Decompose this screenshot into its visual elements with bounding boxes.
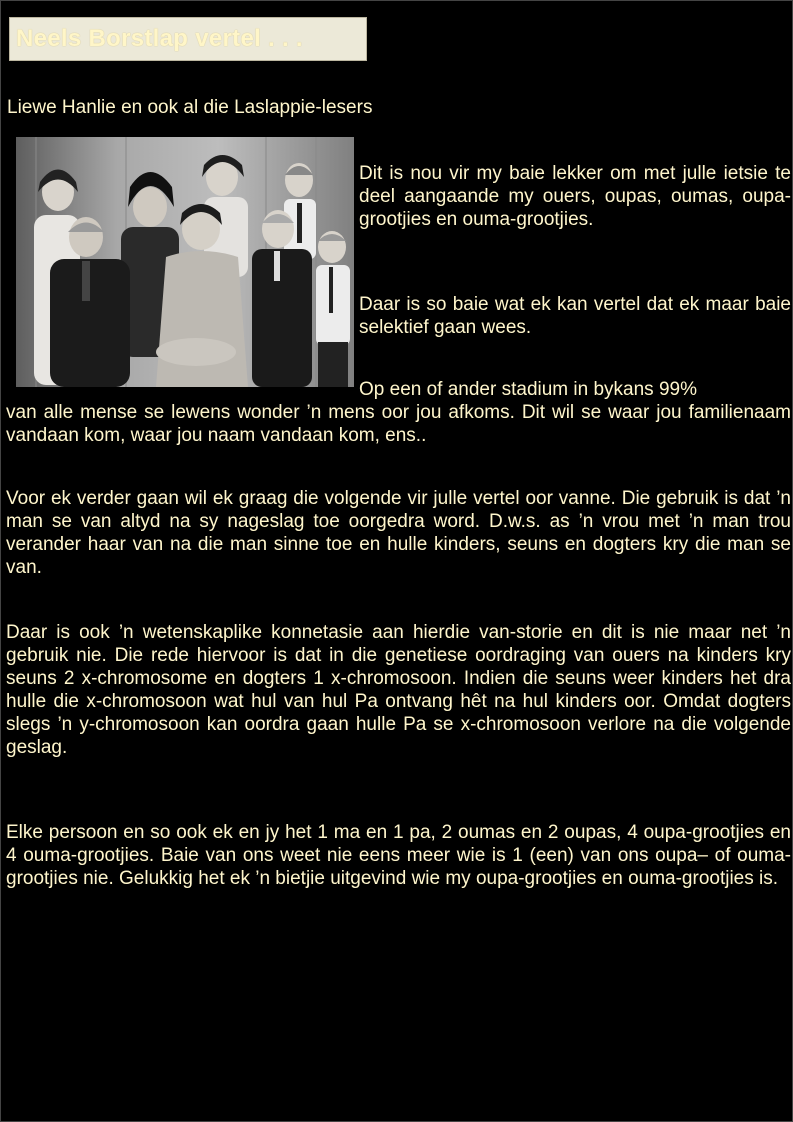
greeting: Liewe Hanlie en ook al die Laslappie-lesers: [7, 97, 373, 118]
family-photo: [16, 137, 354, 387]
paragraph-6: Elke persoon en so ook ek en jy het 1 ma en 1 pa, 2 oumas en 2 oupas, 4 oupa-grootjies en 4 ouma-grootjies. Baie van ons weet nie eens meer wie is 1 (een) van ons oupa– of ouma-grootjies nie. Gelukkig het ek ’n bietjie uitgevind wie my oupa-grootjies en ouma-grootjies is.: [6, 822, 791, 889]
title-box: [9, 17, 367, 61]
paragraph-3-continued: van alle mense se lewens wonder ’n mens oor jou afkoms. Dit wil se waar jou familienaam vandaan kom, waar jou naam vandaan kom, ens..: [6, 402, 791, 446]
family-photo-image: [16, 137, 354, 387]
paragraph-5: Daar is ook ’n wetenskaplike konnetasie aan hierdie van-storie en dit is nie maar net ’n gebruik nie. Die rede hiervoor is dat in die genetiese oordraging van ouers na kinders kry seuns 2 x-chromosome en dogters 1 x-chromosoon. Indien die seuns weer kinders het dra hulle die x-chromosoon wat hul van hul Pa ontvang hêt na hul kinders oor. Omdat dogters slegs ’n y-chromosoon kan oordra gaan hulle Pa se x-chromosoon verlore na die volgende geslag.: [6, 622, 791, 758]
paragraph-4: Voor ek verder gaan wil ek graag die volgende vir julle vertel oor vanne. Die gebruik is dat ’n man se van altyd na sy nageslag toe oorgedra word. D.w.s. as ’n vrou met ’n man trou verander haar van na die man sinne toe en hulle kinders, seuns en dogters kry die man se van.: [6, 488, 791, 578]
paragraph-3-start: Op een of ander stadium in bykans 99%: [359, 379, 697, 400]
paragraph-2: Daar is so baie wat ek kan vertel dat ek maar baie selektief gaan wees.: [359, 294, 791, 338]
page-title: Neels Borstlap vertel . . .: [16, 25, 303, 52]
paragraph-1: Dit is nou vir my baie lekker om met julle ietsie te deel aangaande my ouers, oupas, oumas, oupa-grootjies en ouma-grootjies.: [359, 163, 791, 230]
